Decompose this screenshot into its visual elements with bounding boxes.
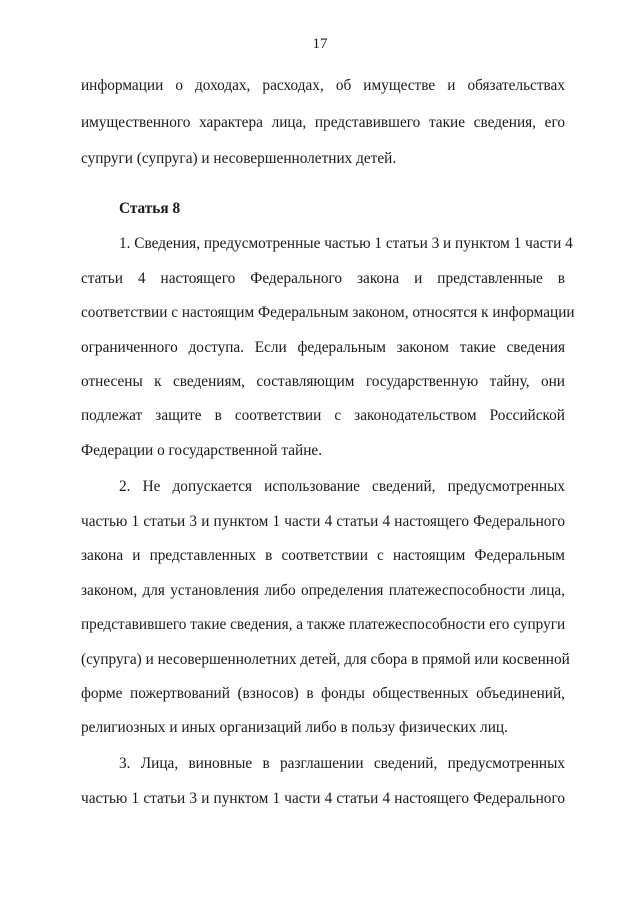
text-line: информации о доходах, расходах, об имуществе и обязательствах xyxy=(81,77,565,94)
text-line: представившего такие сведения, а также платежеспособности его супруги xyxy=(81,616,566,633)
page-number: 17 xyxy=(312,36,328,52)
text-line: закона и представленных в соответствии с настоящим Федеральным xyxy=(81,547,565,564)
text-line: подлежат защите в соответствии с законодательством Российской xyxy=(81,407,565,424)
text-line: (супруга) и несовершеннолетних детей, для сбора в прямой или косвенной xyxy=(81,651,570,668)
text-line: 1. Сведения, предусмотренные частью 1 статьи 3 и пунктом 1 части 4 xyxy=(119,235,573,252)
text-line: ограниченного доступа. Если федеральным законом такие сведения xyxy=(81,339,565,356)
article-heading: Статья 8 xyxy=(119,200,181,217)
text-line: отнесены к сведениям, составляющим государственную тайну, они xyxy=(81,373,565,390)
text-line: законом, для установления либо определения платежеспособности лица, xyxy=(81,582,565,599)
text-line: 2. Не допускается использование сведений, предусмотренных xyxy=(119,478,565,495)
text-line: соответствии с настоящим Федеральным законом, относятся к информации xyxy=(81,304,575,321)
text-line: частью 1 статьи 3 и пунктом 1 части 4 статьи 4 настоящего Федерального xyxy=(81,513,565,530)
text-line: имущественного характера лица, представившего такие сведения, его xyxy=(81,114,565,131)
text-line: 3. Лица, виновные в разглашении сведений, предусмотренных xyxy=(119,755,565,772)
text-line: Федерации о государственной тайне. xyxy=(81,442,323,459)
text-line: статьи 4 настоящего Федерального закона и представленные в xyxy=(81,270,565,287)
text-line: религиозных и иных организаций либо в пользу физических лиц. xyxy=(81,719,508,736)
text-line: частью 1 статьи 3 и пунктом 1 части 4 статьи 4 настоящего Федерального xyxy=(81,790,565,807)
text-line: супруги (супруга) и несовершеннолетних детей. xyxy=(81,150,397,167)
text-line: форме пожертвований (взносов) в фонды общественных объединений, xyxy=(81,685,565,702)
